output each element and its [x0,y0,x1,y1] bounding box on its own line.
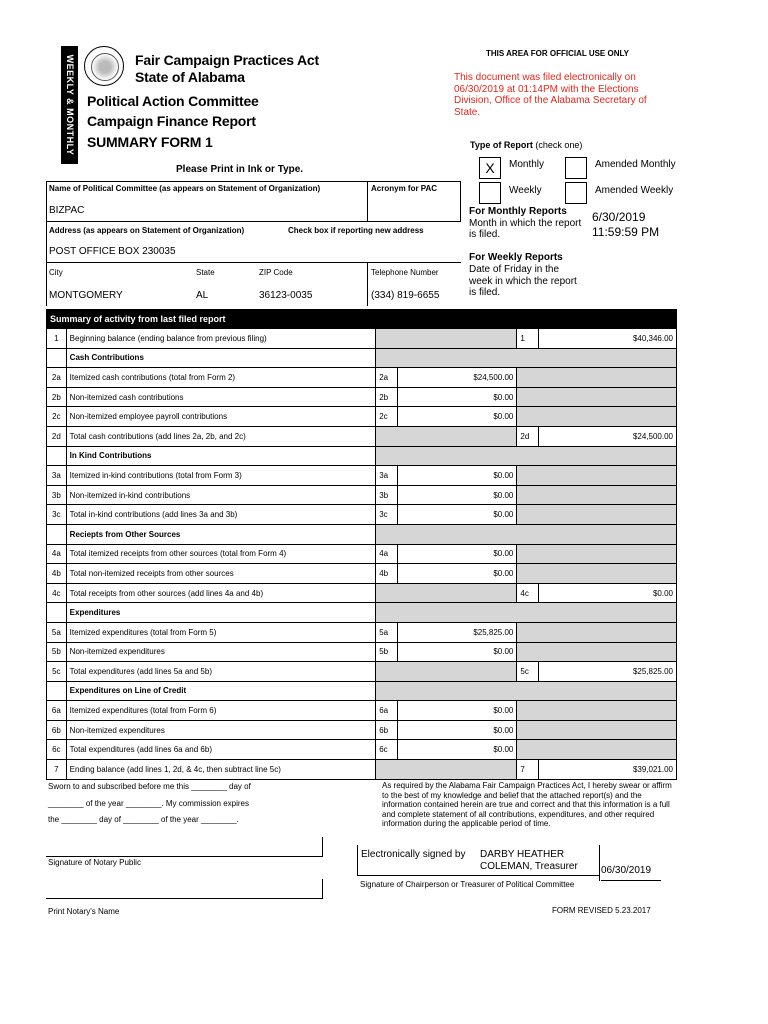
line-description: Total expenditures (add lines 6a and 6b) [66,740,376,760]
zip-label: ZIP Code [259,268,293,277]
line-description: Itemized in-kind contributions (total from Form 3) [66,466,376,486]
line-description: Total receipts from other sources (add lines 4a and 4b) [66,583,376,603]
notary-name-field[interactable] [46,879,323,899]
form-type-label: WEEKLY & MONTHLY [64,54,75,156]
line-description: Total cash contributions (add lines 2a, 2b, and 2c) [66,426,376,446]
line-ref: 5a [376,622,398,642]
notary-line-2: ________ of the year ________. My commission expires [48,799,250,808]
amended-weekly-label: Amended Weekly [595,185,674,196]
print-note: Please Print in Ink or Type. [176,164,304,175]
line-description: Non-itemized cash contributions [66,387,376,407]
blank-cell [517,701,677,721]
blank-cell [517,387,677,407]
city-field[interactable]: MONTGOMERY [49,290,123,301]
weekly-checkbox[interactable] [479,182,501,204]
weekly-label: Weekly [509,185,542,196]
line-ref: 4b [376,564,398,584]
blank-cell [376,603,677,623]
committee-name-label: Name of Political Committee (as appears on Statement of Organization) [49,184,321,193]
line-number: 2b [47,387,67,407]
summary-row [47,505,677,525]
summary-row [47,681,677,701]
blank-cell [376,348,677,368]
summary-row [47,740,677,760]
summary-row [47,583,677,603]
title-line-3: Political Action Committee [87,93,259,109]
section-heading: Expenditures [66,603,376,623]
line-number: 4a [47,544,67,564]
line-ref: 6b [376,720,398,740]
summary-row [47,524,677,544]
blank-cell [517,368,677,388]
line-ref: 2c [376,407,398,427]
amended-monthly-checkbox[interactable] [565,157,587,179]
blank-cell [376,662,517,682]
monthly-reports-heading: For Monthly Reports [469,206,567,217]
monthly-label: Monthly [509,159,545,170]
line-ref: 4a [376,544,398,564]
monthly-report-date[interactable]: 6/30/2019 [592,210,646,224]
summary-row [47,622,677,642]
signed-by-label: Electronically signed by [361,849,466,860]
summary-row [47,329,677,349]
total-line-ref: 7 [517,760,539,780]
line-description: Total in-kind contributions (add lines 3a and 3b) [66,505,376,525]
chair-signature-label: Signature of Chairperson or Treasurer of Political Committee [360,880,575,889]
summary-row [47,603,677,623]
summary-row [47,485,677,505]
state-field[interactable]: AL [196,290,209,301]
total-line-ref: 4c [517,583,539,603]
line-number: 7 [47,760,67,780]
line-ref: 2a [376,368,398,388]
state-label: State [196,268,215,277]
weekly-reports-desc: Date of Friday in the week in which the report is filed. [469,264,577,298]
title-line-2: State of Alabama [135,69,245,85]
line-number [47,524,67,544]
blank-cell [517,466,677,486]
line-ref: 2b [376,387,398,407]
signer-name: DARBY HEATHER COLEMAN, Treasurer [480,849,578,872]
line-amount[interactable]: $0.00 [397,505,517,525]
summary-row [47,466,677,486]
line-number [47,681,67,701]
line-amount[interactable]: $0.00 [397,387,517,407]
line-description: Non-itemized expenditures [66,720,376,740]
section-heading: Cash Contributions [66,348,376,368]
summary-row [47,760,677,780]
line-description: Beginning balance (ending balance from previous filing) [66,329,376,349]
blank-cell [517,505,677,525]
summary-row [47,368,677,388]
line-number: 3a [47,466,67,486]
amended-monthly-label: Amended Monthly [595,159,676,170]
phone-label: Telephone Number [371,268,439,277]
line-amount[interactable]: $0.00 [397,740,517,760]
blank-cell [376,329,517,349]
total-amount[interactable]: $24,500.00 [538,426,676,446]
line-number: 3b [47,485,67,505]
summary-row [47,544,677,564]
line-amount[interactable]: $0.00 [397,701,517,721]
line-ref: 3c [376,505,398,525]
report-type-heading: Type of Report (check one) [470,140,583,150]
line-number: 5b [47,642,67,662]
blank-cell [517,407,677,427]
address-field[interactable]: POST OFFICE BOX 230035 [49,246,176,257]
blank-cell [517,544,677,564]
summary-row [47,662,677,682]
line-description: Non-itemized employee payroll contributions [66,407,376,427]
blank-cell [517,485,677,505]
line-ref: 3b [376,485,398,505]
blank-cell [376,446,677,466]
line-description: Ending balance (add lines 1, 2d, & 4c, then subtract line 5c) [66,760,376,780]
phone-field[interactable]: (334) 819-6655 [371,290,440,301]
affirmation-text: As required by the Alabama Fair Campaign Practices Act, I hereby swear or affirm to the best of my knowledge and belief that the attached report(s) and the information contained herein are true and correct and that this information is a full and complete statement of all contributions, expenditures, and other required information during the applicable period of time. [382,781,672,829]
notary-line-1: Sworn to and subscribed before me this ________ day of [48,782,251,791]
summary-table [46,309,677,780]
line-number: 2c [47,407,67,427]
blank-cell [517,740,677,760]
line-description: Total itemized receipts from other sources (total from Form 4) [66,544,376,564]
summary-row [47,387,677,407]
committee-info-box [46,181,461,306]
line-amount[interactable]: $0.00 [397,466,517,486]
summary-row [47,407,677,427]
line-description: Itemized expenditures (total from Form 5) [66,622,376,642]
title-line-4: Campaign Finance Report [87,113,256,129]
blank-cell [376,426,517,446]
total-amount[interactable]: $39,021.00 [538,760,676,780]
signed-date-field[interactable]: 06/30/2019 [601,865,661,881]
line-ref: 3a [376,466,398,486]
line-number: 3c [47,505,67,525]
summary-row [47,348,677,368]
summary-row [47,720,677,740]
summary-row [47,701,677,721]
acronym-field[interactable] [371,205,457,217]
section-heading: Reciepts from Other Sources [66,524,376,544]
section-heading: Expenditures on Line of Credit [66,681,376,701]
line-amount[interactable]: $0.00 [397,564,517,584]
address-label: Address (as appears on Statement of Organization) [49,226,245,235]
total-amount[interactable]: $40,346.00 [538,329,676,349]
blank-cell [517,622,677,642]
line-number: 5a [47,622,67,642]
new-address-label: Check box if reporting new address [288,226,424,235]
line-ref: 5b [376,642,398,662]
city-label: City [49,268,63,277]
line-number: 1 [47,329,67,349]
line-description: Itemized cash contributions (total from Form 2) [66,368,376,388]
line-number [47,603,67,623]
line-number: 5c [47,662,67,682]
line-number: 6c [47,740,67,760]
monthly-reports-desc: Month in which the report is filed. [469,218,582,240]
form-type-band [61,46,78,164]
line-number: 6b [47,720,67,740]
line-amount[interactable]: $24,500.00 [397,368,517,388]
summary-row [47,426,677,446]
line-number: 6a [47,701,67,721]
line-description: Total expenditures (add lines 5a and 5b) [66,662,376,682]
line-description: Itemized expenditures (total from Form 6) [66,701,376,721]
notary-signature-field[interactable] [46,837,323,857]
section-heading: In Kind Contributions [66,446,376,466]
alabama-seal-icon [84,46,124,86]
notary-signature-label: Signature of Notary Public [48,858,141,867]
weekly-reports-heading: For Weekly Reports [469,252,563,263]
summary-row [47,642,677,662]
blank-cell [517,720,677,740]
total-line-ref: 2d [517,426,539,446]
line-number: 2d [47,426,67,446]
monthly-checkbox[interactable]: X [479,157,501,179]
blank-cell [376,681,677,701]
total-line-ref: 5c [517,662,539,682]
line-description: Total non-itemized receipts from other sources [66,564,376,584]
total-amount[interactable]: $0.00 [538,583,676,603]
line-amount[interactable]: $25,825.00 [397,622,517,642]
notary-name-label: Print Notary's Name [48,907,120,916]
line-number [47,348,67,368]
summary-heading: Summary of activity from last filed report [47,310,677,329]
blank-cell [376,524,677,544]
notary-line-3: the ________ day of ________ of the year ________. [48,815,239,824]
title-line-1: Fair Campaign Practices Act [135,52,319,68]
line-amount[interactable]: $0.00 [397,642,517,662]
line-amount[interactable]: $0.00 [397,544,517,564]
line-amount[interactable]: $0.00 [397,407,517,427]
line-description: Non-itemized in-kind contributions [66,485,376,505]
committee-name-field[interactable]: BIZPAC [49,205,85,216]
blank-cell [517,564,677,584]
form-title: SUMMARY FORM 1 [87,134,213,150]
total-amount[interactable]: $25,825.00 [538,662,676,682]
acronym-label: Acronym for PAC [371,184,438,193]
zip-field[interactable]: 36123-0035 [259,290,313,301]
blank-cell [376,760,517,780]
line-amount[interactable]: $0.00 [397,485,517,505]
monthly-report-time[interactable]: 11:59:59 PM [592,225,660,239]
line-amount[interactable]: $0.00 [397,720,517,740]
line-ref: 6a [376,701,398,721]
amended-weekly-checkbox[interactable] [565,182,587,204]
summary-row [47,564,677,584]
blank-cell [376,583,517,603]
line-number: 4b [47,564,67,584]
official-use-label: THIS AREA FOR OFFICIAL USE ONLY [486,49,629,58]
line-description: Non-itemized expenditures [66,642,376,662]
line-ref: 6c [376,740,398,760]
line-number [47,446,67,466]
filed-notice: This document was filed electronically on 06/30/2019 at 01:14PM with the Elections Division, Office of the Alabama Secretary of State. [454,72,647,118]
line-number: 2a [47,368,67,388]
line-number: 4c [47,583,67,603]
summary-row [47,446,677,466]
total-line-ref: 1 [517,329,539,349]
blank-cell [517,642,677,662]
form-revised: FORM REVISED 5.23.2017 [552,906,651,915]
